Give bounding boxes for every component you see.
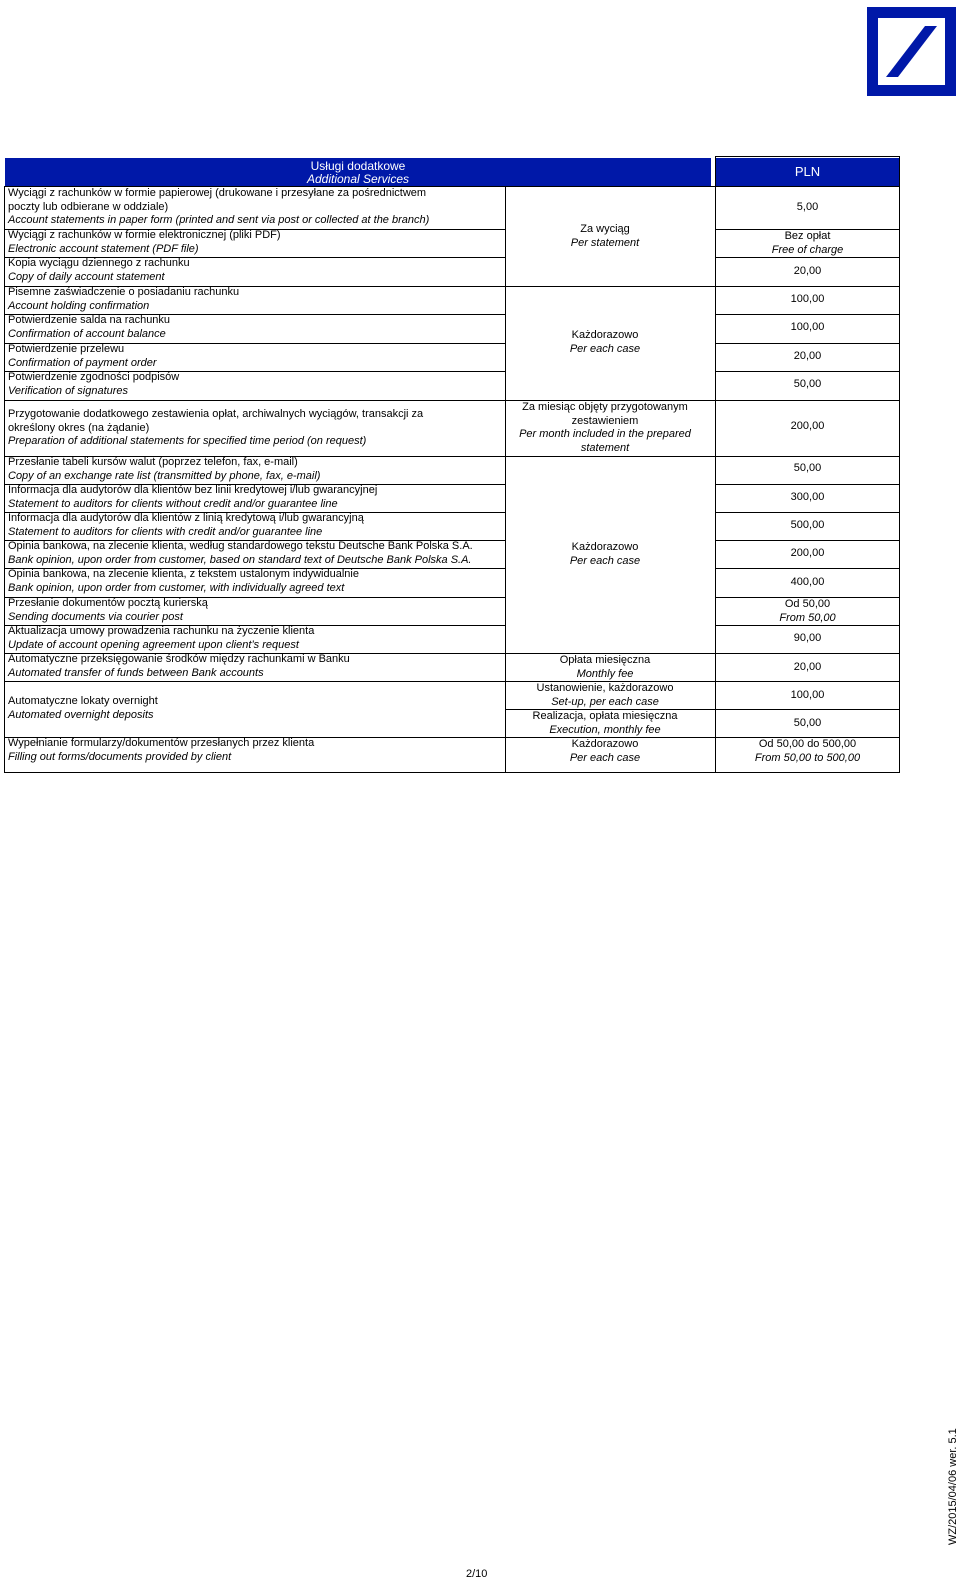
- row-label-en: Verification of signatures: [8, 384, 129, 397]
- header-title-en: Additional Services: [306, 172, 410, 186]
- billing-basis-pl: zestawieniem: [571, 414, 639, 427]
- row-label-pl: Przesłanie dokumentów pocztą kurierską: [8, 597, 208, 609]
- row-label-en: Confirmation of account balance: [8, 327, 166, 340]
- price-value: 20,00: [793, 265, 822, 277]
- price-value-en: From 50,00 to 500,00: [754, 751, 861, 764]
- price-value: 50,00: [793, 717, 822, 729]
- page-number: 2/10: [466, 1568, 488, 1580]
- row-label-pl: Wyciągi z rachunków w formie elektronicznej (pliki PDF): [8, 229, 281, 241]
- divider: [715, 540, 900, 541]
- billing-basis-en: Per each case: [569, 342, 641, 355]
- price-value: 5,00: [796, 201, 819, 213]
- billing-basis-en: Per each case: [569, 751, 641, 764]
- row-label-pl: Potwierdzenie przelewu: [8, 343, 125, 355]
- row-label-pl: Informacja dla audytorów dla klientów bez linii kredytowej i/lub gwarancyjnej: [8, 484, 378, 496]
- price-value-pl: Od 50,00 do 500,00: [758, 738, 857, 750]
- row-label-pl: Pisemne zaświadczenie o posiadaniu rachunku: [8, 286, 240, 298]
- list-item: [8, 540, 473, 567]
- price-value: [716, 598, 899, 625]
- table-header-title: [5, 158, 711, 186]
- row-label-pl: Informacja dla audytorów dla klientów z linią kredytową i/lub gwarancyjną: [8, 512, 364, 524]
- list-item: [8, 371, 179, 398]
- price-value-en: From 50,00: [779, 611, 836, 624]
- row-label-en: Statement to auditors for clients without credit and/or guarantee line: [8, 497, 338, 510]
- document-reference: WZ/2015/04/06 wer. 5.1: [947, 1428, 959, 1545]
- price-value: 100,00: [790, 321, 825, 333]
- billing-basis: [505, 329, 705, 356]
- row-label-pl: Wypełnianie formularzy/dokumentów przesłanych przez klienta: [8, 737, 315, 749]
- divider: [715, 371, 900, 372]
- row-label-en: Update of account opening agreement upon client’s request: [8, 638, 299, 651]
- row-label-pl: Aktualizacja umowy prowadzenia rachunku na życzenie klienta: [8, 625, 315, 637]
- billing-basis-pl: Opłata miesięczna: [559, 654, 651, 666]
- billing-basis: [505, 223, 705, 250]
- list-item: [8, 314, 170, 341]
- row-label-en: Confirmation of payment order: [8, 356, 157, 369]
- list-item: [8, 187, 429, 228]
- row-label-pl: Automatyczne przeksięgowanie środków między rachunkami w Banku: [8, 653, 350, 665]
- list-item: [8, 512, 364, 539]
- billing-basis-pl: Za miesiąc objęty przygotowanym: [522, 401, 688, 413]
- list-item: [8, 229, 281, 256]
- row-label-pl: Opinia bankowa, na zlecenie klienta, z tekstem ustalonym indywidualnie: [8, 568, 359, 580]
- list-item: [8, 695, 158, 722]
- price-value: 100,00: [790, 689, 825, 701]
- row-label-en: Automated transfer of funds between Bank accounts: [8, 666, 264, 679]
- deutsche-bank-logo: [867, 7, 956, 96]
- row-label-pl: Potwierdzenie zgodności podpisów: [8, 371, 180, 383]
- billing-basis-en: Per statement: [570, 236, 640, 249]
- row-label-en: Account statements in paper form (printed and sent via post or collected at the branch): [8, 214, 430, 226]
- billing-basis-pl: Realizacja, opłata miesięczna: [532, 710, 678, 722]
- divider: [715, 484, 900, 485]
- divider: [715, 343, 900, 344]
- price-value: 20,00: [793, 661, 822, 673]
- billing-basis-pl: Za wyciąg: [580, 223, 630, 235]
- billing-basis-en: Set-up, per each case: [551, 695, 659, 708]
- row-label-pl: Opinia bankowa, na zlecenie klienta, według standardowego tekstu Deutsche Bank Polska S.A.: [8, 540, 473, 552]
- price-value: 90,00: [793, 632, 822, 644]
- row-label-en: Filling out forms/documents provided by client: [8, 750, 232, 763]
- list-item: [8, 597, 208, 624]
- list-item: [8, 568, 359, 595]
- billing-basis-pl: Ustanowienie, każdorazowo: [536, 682, 674, 694]
- billing-basis: [505, 541, 705, 568]
- price-value: 300,00: [790, 491, 825, 503]
- price-value-en: Free of charge: [771, 243, 844, 256]
- row-label-en: Sending documents via courier post: [8, 610, 183, 623]
- billing-basis-en: statement: [580, 441, 630, 454]
- price-value: [716, 738, 899, 765]
- price-value: 50,00: [793, 462, 822, 474]
- row-label-en: Account holding confirmation: [8, 299, 150, 312]
- row-label-en: Preparation of additional statements for specified time period (on request): [8, 435, 367, 447]
- currency-header: PLN: [716, 158, 899, 186]
- divider: [4, 681, 900, 682]
- billing-basis-pl: Każdorazowo: [571, 541, 639, 553]
- price-value: 500,00: [790, 519, 825, 531]
- price-value: 200,00: [790, 547, 825, 559]
- row-label-pl: Przygotowanie dodatkowego zestawienia opłat, archiwalnych wyciągów, transakcji za: [8, 408, 424, 420]
- row-label-en: Electronic account statement (PDF file): [8, 242, 199, 255]
- row-label-pl: określony okres (na żądanie): [8, 421, 150, 434]
- price-value: 50,00: [793, 378, 822, 390]
- list-item: [8, 625, 314, 652]
- billing-basis: [505, 682, 705, 709]
- price-value-pl: Od 50,00: [784, 598, 831, 610]
- list-item: [8, 653, 350, 680]
- billing-basis: [505, 710, 705, 737]
- list-item: [8, 737, 314, 764]
- list-item: [8, 408, 423, 449]
- row-label-pl: Potwierdzenie salda na rachunku: [8, 314, 171, 326]
- row-label-pl: Automatyczne lokaty overnight: [8, 695, 158, 707]
- price-value: [716, 230, 899, 257]
- row-label-pl: poczty lub odbierane w oddziale): [8, 200, 169, 213]
- divider: [715, 314, 900, 315]
- billing-basis-en: Execution, monthly fee: [549, 723, 661, 736]
- price-value: 100,00: [790, 293, 825, 305]
- billing-basis-en: Per each case: [569, 554, 641, 567]
- price-value-pl: Bez opłat: [784, 230, 831, 242]
- divider: [715, 568, 900, 569]
- row-label-en: Bank opinion, upon order from customer, based on standard text of Deutsche Bank Polska S.A.: [8, 553, 472, 566]
- header-title-pl: Usługi dodatkowe: [310, 159, 406, 173]
- list-item: [8, 484, 377, 511]
- billing-basis-en: Per month included in the prepared: [519, 428, 691, 440]
- divider: [4, 400, 900, 401]
- row-label-pl: Kopia wyciągu dziennego z rachunku: [8, 257, 190, 269]
- billing-basis-pl: Każdorazowo: [571, 329, 639, 341]
- row-label-en: Statement to auditors for clients with credit and/or guarantee line: [8, 525, 323, 538]
- divider: [715, 625, 900, 626]
- divider: [715, 512, 900, 513]
- row-label-en: Copy of an exchange rate list (transmitted by phone, fax, e-mail): [8, 469, 321, 482]
- billing-basis: [505, 654, 705, 681]
- list-item: [8, 286, 239, 313]
- price-value: 200,00: [790, 420, 825, 432]
- price-value: 400,00: [790, 576, 825, 588]
- divider: [715, 257, 900, 258]
- list-item: [8, 257, 190, 284]
- billing-basis: [505, 401, 705, 455]
- list-item: [8, 456, 320, 483]
- row-label-pl: Przesłanie tabeli kursów walut (poprzez telefon, fax, e-mail): [8, 456, 298, 468]
- billing-basis: [505, 738, 705, 765]
- price-value: 20,00: [793, 350, 822, 362]
- billing-basis-pl: Każdorazowo: [571, 738, 639, 750]
- row-label-pl: Wyciągi z rachunków w formie papierowej (drukowane i przesyłane za pośrednictwem: [8, 187, 427, 199]
- row-label-en: Automated overnight deposits: [8, 708, 154, 721]
- billing-basis-en: Monthly fee: [576, 667, 634, 680]
- list-item: [8, 343, 157, 370]
- row-label-en: Copy of daily account statement: [8, 270, 165, 283]
- row-label-en: Bank opinion, upon order from customer, with individually agreed text: [8, 581, 345, 594]
